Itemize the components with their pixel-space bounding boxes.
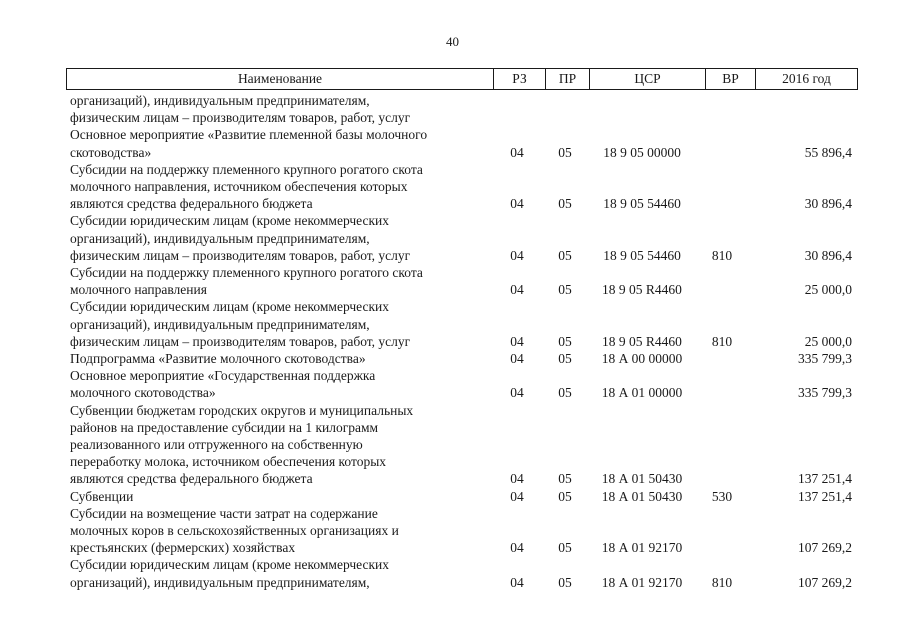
row-name-line: молочного скотоводства» (70, 385, 216, 401)
row-sum: 335 799,3 (798, 350, 852, 366)
row-pr: 05 (558, 488, 572, 504)
row-name-line: организаций), индивидуальным предпринимателям, (70, 230, 370, 246)
table-body (0, 92, 905, 591)
row-vr: 530 (711, 488, 733, 504)
row-pr: 05 (558, 333, 572, 349)
row-pr (550, 109, 580, 126)
row-rz: 04 (510, 282, 524, 298)
row-name (70, 488, 480, 505)
row-name (70, 350, 480, 367)
table-header (66, 68, 858, 90)
row-pr: 05 (558, 574, 572, 590)
row-name-line: организаций), индивидуальным предпринимателям, (70, 93, 370, 108)
row-name-line: скотоводства» (70, 144, 152, 160)
row-name-line: молочных коров в сельскохозяйственных организациях и (70, 522, 399, 538)
row-name (70, 264, 480, 298)
row-sum: 137 251,4 (798, 471, 852, 487)
header-name: Наименование (237, 71, 323, 86)
table-row (0, 126, 905, 160)
row-name-line: Субсидии на поддержку племенного крупного рогатого скота (70, 161, 423, 177)
row-name-line: Подпрограмма «Развитие молочного скотоводства» (70, 350, 366, 366)
table-row (0, 264, 905, 298)
row-name-line: являются средства федерального бюджета (70, 471, 313, 487)
row-pr: 05 (558, 282, 572, 298)
header-csr: ЦСР (589, 69, 705, 89)
table-row (0, 298, 905, 350)
page-number: 40 (446, 34, 459, 49)
row-pr: 05 (558, 471, 572, 487)
row-name-line: физическим лицам – производителям товаров, работ, услуг (70, 247, 411, 263)
header-pr: ПР (545, 69, 589, 89)
row-csr: 18 А 01 00000 (601, 385, 683, 401)
row-csr: 18 9 05 54460 (603, 247, 681, 263)
row-name-line: организаций), индивидуальным предпринимателям, (70, 316, 370, 332)
row-vr (704, 195, 740, 212)
row-name (70, 92, 480, 126)
row-sum: 25 000,0 (804, 282, 852, 298)
row-csr: 18 А 00 00000 (601, 350, 683, 366)
row-pr: 05 (558, 540, 572, 556)
row-csr (592, 109, 692, 126)
table-row (0, 488, 905, 505)
row-csr: 18 А 01 92170 (601, 574, 683, 590)
row-sum: 30 896,4 (804, 247, 852, 263)
row-vr (704, 539, 740, 556)
row-rz: 04 (510, 144, 524, 160)
row-vr (704, 384, 740, 401)
row-sum: 55 896,4 (804, 144, 852, 160)
row-name-line: переработку молока, источником обеспечения которых (70, 454, 387, 470)
table-row (0, 350, 905, 367)
header-vr: ВР (705, 69, 755, 89)
row-name-line: Субсидии на возмещение части затрат на содержание (70, 505, 378, 521)
table-row (0, 212, 905, 264)
table-row (0, 367, 905, 401)
row-pr: 05 (558, 144, 572, 160)
row-name (70, 126, 480, 160)
row-name-line: Субсидии юридическим лицам (кроме некоммерческих (70, 557, 390, 573)
row-name-line: Субвенции (70, 488, 134, 504)
row-csr: 18 9 05 00000 (603, 144, 681, 160)
row-rz: 04 (510, 350, 524, 366)
row-vr (704, 470, 740, 487)
row-csr: 18 А 01 50430 (601, 471, 683, 487)
header-rz: РЗ (493, 69, 545, 89)
row-name-line: Основное мероприятие «Государственная поддержка (70, 368, 376, 384)
row-pr: 05 (558, 385, 572, 401)
row-sum: 30 896,4 (804, 196, 852, 212)
row-csr: 18 А 01 50430 (601, 488, 683, 504)
row-rz: 04 (510, 471, 524, 487)
row-name-line: районов на предоставление субсидии на 1 килограмм (70, 419, 379, 435)
table-row (0, 505, 905, 557)
table-row (0, 402, 905, 488)
row-name-line: молочного направления, источником обеспечения которых (70, 178, 408, 194)
row-pr: 05 (558, 247, 572, 263)
table-row (0, 161, 905, 213)
row-name-line: физическим лицам – производителям товаров, работ, услуг (70, 333, 411, 349)
row-vr: 810 (711, 333, 733, 349)
row-csr: 18 9 05 R4460 (602, 333, 682, 349)
row-sum (756, 109, 852, 126)
row-vr (704, 144, 740, 161)
row-sum: 25 000,0 (804, 333, 852, 349)
row-name-line: физическим лицам – производителям товаров, работ, услуг (70, 110, 411, 126)
row-name (70, 161, 480, 213)
row-rz: 04 (510, 247, 524, 263)
row-name (70, 402, 480, 488)
row-name-line: молочного направления (70, 282, 207, 298)
row-sum: 107 269,2 (798, 540, 852, 556)
row-vr: 810 (711, 247, 733, 263)
row-name (70, 505, 480, 557)
row-name-line: Субсидии юридическим лицам (кроме некоммерческих (70, 213, 390, 229)
row-name (70, 367, 480, 401)
table-row (0, 556, 905, 590)
row-sum: 107 269,2 (798, 574, 852, 590)
row-csr: 18 9 05 54460 (603, 196, 681, 212)
row-name (70, 556, 480, 590)
table-row (0, 92, 905, 126)
row-rz: 04 (510, 385, 524, 401)
row-name (70, 212, 480, 264)
row-rz (502, 109, 532, 126)
row-name-line: крестьянских (фермерских) хозяйствах (70, 540, 296, 556)
row-rz: 04 (510, 574, 524, 590)
row-pr: 05 (558, 196, 572, 212)
row-rz: 04 (510, 540, 524, 556)
row-rz: 04 (510, 488, 524, 504)
row-name-line: реализованного или отгруженного на собственную (70, 436, 363, 452)
row-name-line: Субсидии юридическим лицам (кроме некоммерческих (70, 299, 390, 315)
row-sum: 335 799,3 (798, 385, 852, 401)
row-rz: 04 (510, 196, 524, 212)
row-vr (704, 281, 740, 298)
row-csr: 18 9 05 R4460 (602, 282, 682, 298)
row-name-line: Субвенции бюджетам городских округов и муниципальных (70, 402, 414, 418)
row-rz: 04 (510, 333, 524, 349)
row-vr (704, 109, 740, 126)
row-name-line: организаций), индивидуальным предпринимателям, (70, 574, 370, 590)
row-pr: 05 (558, 350, 572, 366)
row-name-line: являются средства федерального бюджета (70, 196, 313, 212)
row-name (70, 298, 480, 350)
header-year: 2016 год (755, 69, 857, 89)
row-sum: 137 251,4 (798, 488, 852, 504)
row-name-line: Основное мероприятие «Развитие племенной базы молочного (70, 127, 428, 143)
row-name-line: Субсидии на поддержку племенного крупного рогатого скота (70, 264, 423, 280)
row-csr: 18 А 01 92170 (601, 540, 683, 556)
row-vr: 810 (711, 574, 733, 590)
row-vr (704, 350, 740, 367)
